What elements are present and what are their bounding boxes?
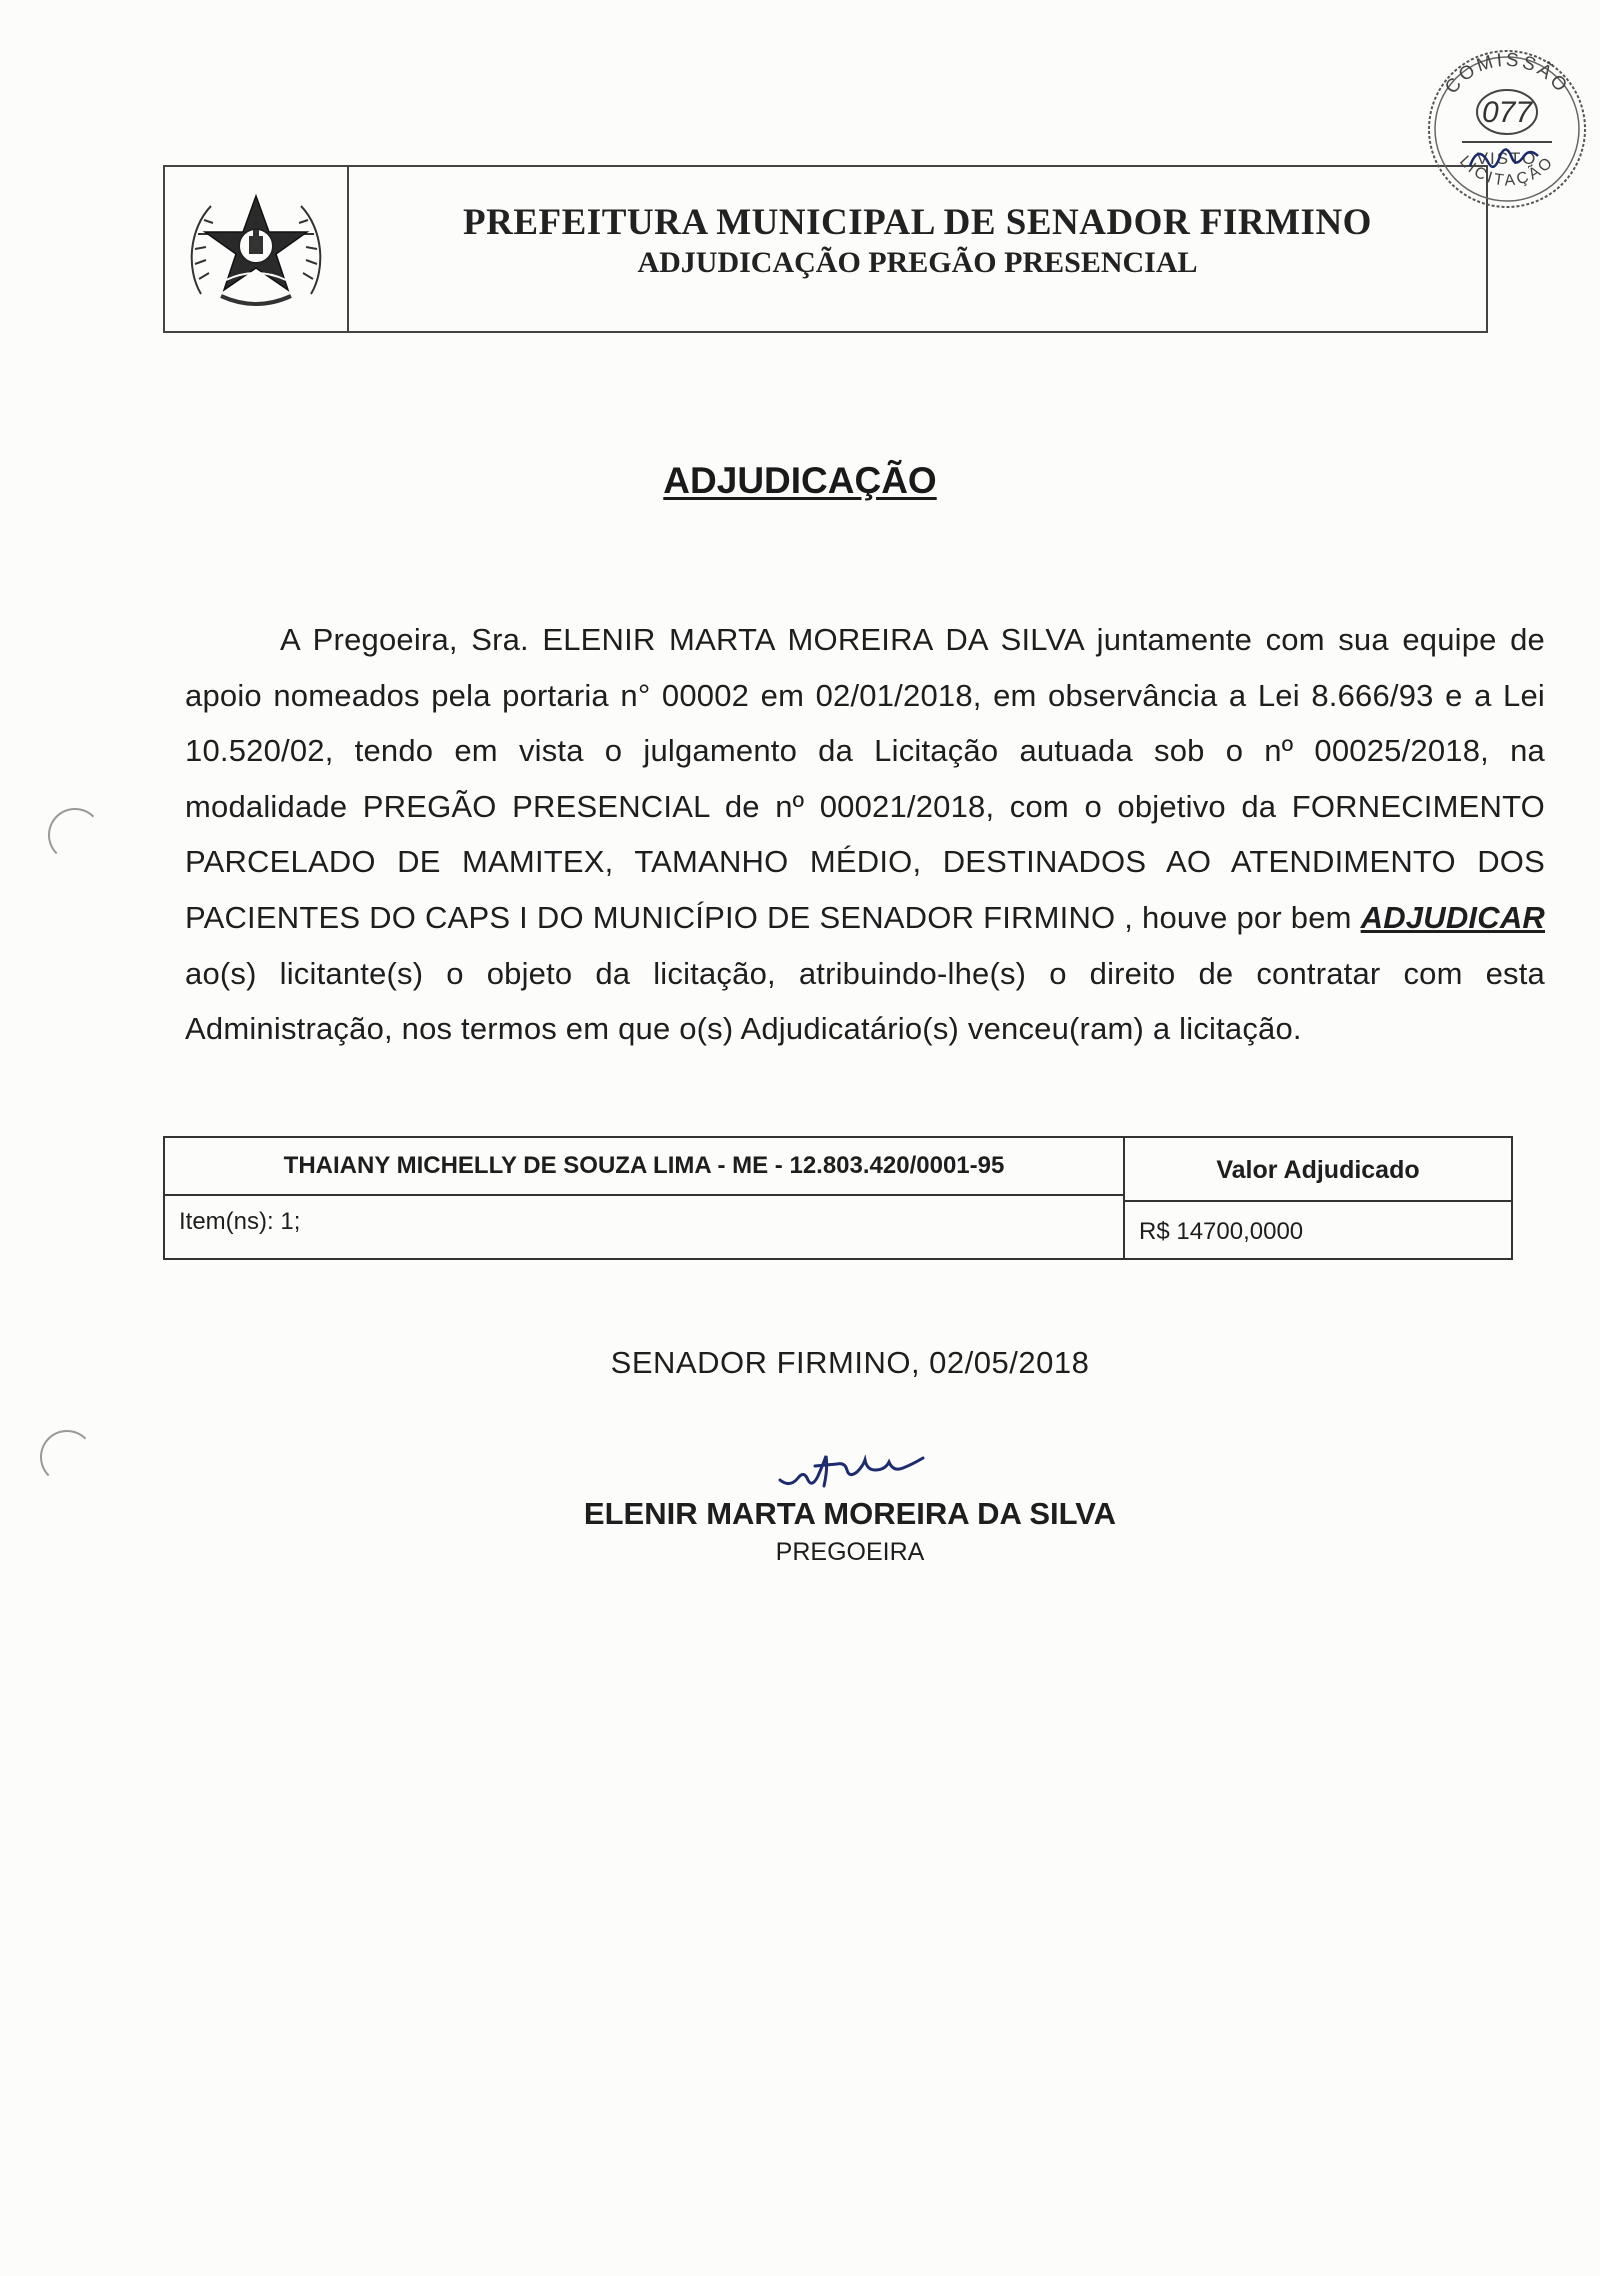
adjudication-text [185, 612, 1545, 1057]
punch-hole-mark [48, 808, 102, 862]
document-title: ADJUDICAÇÃO [663, 460, 937, 501]
coat-of-arms-icon [181, 184, 331, 314]
stamp-text-middle: VISTO [1476, 149, 1538, 168]
document-header [163, 165, 1488, 333]
items-cell: Item(ns): 1; [165, 1196, 1125, 1258]
value-header: Valor Adjudicado [1125, 1138, 1511, 1202]
signer-role: PREGOEIRA [775, 1538, 925, 1566]
awarded-value-cell: R$ 14700,0000 [1139, 1218, 1304, 1245]
stamp-number: 077 [1481, 96, 1533, 129]
signer-name: ELENIR MARTA MOREIRA DA SILVA [583, 1496, 1117, 1531]
document-subtitle: ADJUDICAÇÃO PREGÃO PRESENCIAL [637, 246, 1198, 279]
stamp-text-bottom: LICITAÇÃO [1456, 152, 1558, 190]
punch-hole-mark [40, 1430, 94, 1484]
body-text-part2: ao(s) licitante(s) o objeto da licitação, atribuindo-lhe(s) o direito de contratar com esta Administração, nos termos em que o(s) Adjudicatário(s) venceu(ram) a licitação. [185, 955, 1545, 1047]
award-table [163, 1136, 1513, 1260]
bidder-header: THAIANY MICHELLY DE SOUZA LIMA - ME - 12.803.420/0001-95 [165, 1138, 1125, 1196]
header-text [349, 167, 1486, 331]
body-text-part1: A Pregoeira, Sra. ELENIR MARTA MOREIRA DA SILVA juntamente com sua equipe de apoio nomeados pela portaria n° 00002 em 02/01/2018, em observância a Lei 8.666/93 e a Lei 10.520/02, tendo em vista o julgamento da Licitação autuada sob o nº 00025/2018, na modalidade PREGÃO PRESENCIAL de nº 00021/2018, com o objetivo da FORNECIMENTO PARCELADO DE MAMITEX, TAMANHO MÉDIO, DESTINADOS AO ATENDIMENTO DOS PACIENTES DO CAPS I DO MUNICÍPIO DE SENADOR FIRMINO , houve por bem [185, 622, 1545, 935]
organization-name: PREFEITURA MUNICIPAL DE SENADOR FIRMINO [463, 202, 1372, 243]
place-date: SENADOR FIRMINO, 02/05/2018 [610, 1345, 1090, 1380]
crest-cell [165, 167, 349, 331]
adjudicar-emphasis: ADJUDICAR [1360, 899, 1545, 935]
commission-stamp [1422, 34, 1592, 224]
handwritten-signature [775, 1440, 945, 1500]
stamp-text-top: COMISSÃO [1441, 49, 1573, 99]
